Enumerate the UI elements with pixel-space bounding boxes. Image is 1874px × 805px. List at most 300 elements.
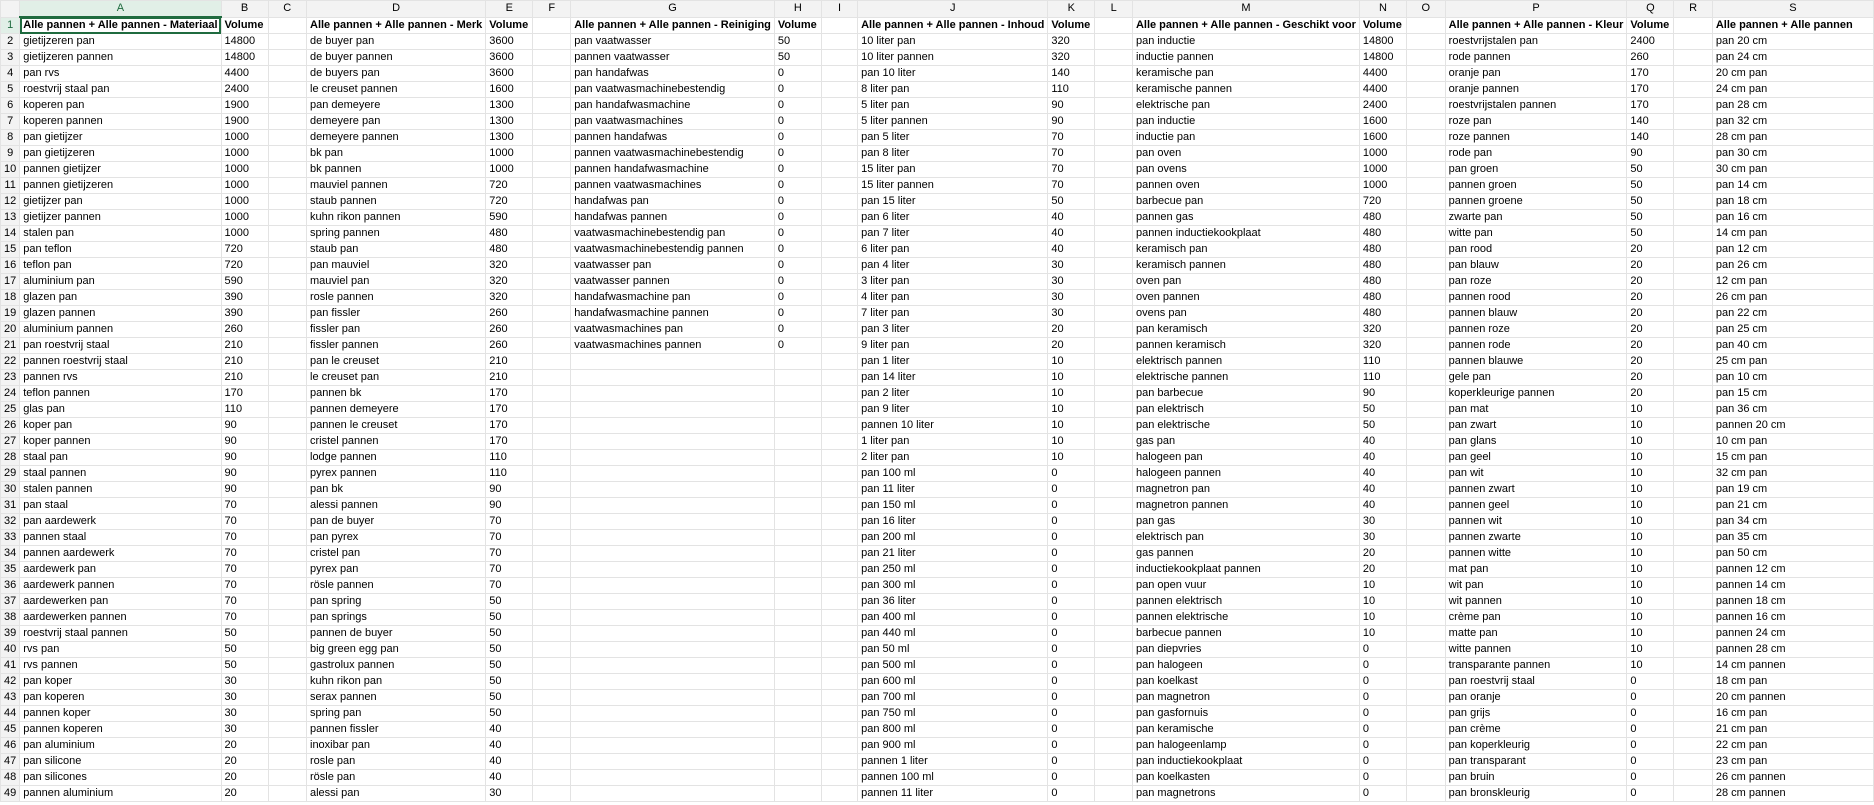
cell-a4[interactable]: pan rvs — [20, 66, 221, 82]
cell-m18[interactable]: oven pannen — [1132, 290, 1359, 306]
row-header[interactable]: 16 — [1, 258, 20, 274]
cell-o37[interactable] — [1406, 594, 1445, 610]
column-header-k[interactable]: K — [1048, 1, 1095, 18]
cell-f11[interactable] — [533, 178, 571, 194]
cell-k47[interactable]: 0 — [1048, 754, 1095, 770]
cell-k6[interactable]: 90 — [1048, 98, 1095, 114]
cell-n31[interactable]: 40 — [1359, 498, 1406, 514]
column-header-s[interactable]: S — [1712, 1, 1873, 18]
cell-p23[interactable]: gele pan — [1445, 370, 1627, 386]
cell-l29[interactable] — [1095, 466, 1133, 482]
cell-m44[interactable]: pan gasfornuis — [1132, 706, 1359, 722]
cell-n6[interactable]: 2400 — [1359, 98, 1406, 114]
cell-j49[interactable]: pannen 11 liter — [858, 786, 1048, 802]
cell-m38[interactable]: pannen elektrische — [1132, 610, 1359, 626]
cell-f17[interactable] — [533, 274, 571, 290]
cell-k12[interactable]: 50 — [1048, 194, 1095, 210]
cell-g33[interactable] — [571, 530, 775, 546]
cell-r22[interactable] — [1674, 354, 1712, 370]
cell-f32[interactable] — [533, 514, 571, 530]
cell-n46[interactable]: 0 — [1359, 738, 1406, 754]
cell-m12[interactable]: barbecue pan — [1132, 194, 1359, 210]
cell-d30[interactable]: pan bk — [307, 482, 486, 498]
cell-p37[interactable]: wit pannen — [1445, 594, 1627, 610]
cell-i17[interactable] — [821, 274, 857, 290]
cell-d47[interactable]: rosle pan — [307, 754, 486, 770]
cell-r14[interactable] — [1674, 226, 1712, 242]
cell-q3[interactable]: 260 — [1627, 50, 1674, 66]
cell-f16[interactable] — [533, 258, 571, 274]
cell-a20[interactable]: aluminium pannen — [20, 322, 221, 338]
cell-k49[interactable]: 0 — [1048, 786, 1095, 802]
cell-o23[interactable] — [1406, 370, 1445, 386]
row-header[interactable]: 35 — [1, 562, 20, 578]
cell-k3[interactable]: 320 — [1048, 50, 1095, 66]
column-header-q[interactable]: Q — [1627, 1, 1674, 18]
cell-o39[interactable] — [1406, 626, 1445, 642]
cell-q7[interactable]: 140 — [1627, 114, 1674, 130]
cell-j14[interactable]: pan 7 liter — [858, 226, 1048, 242]
row-header[interactable]: 39 — [1, 626, 20, 642]
cell-f18[interactable] — [533, 290, 571, 306]
row-header[interactable]: 30 — [1, 482, 20, 498]
cell-g46[interactable] — [571, 738, 775, 754]
cell-f38[interactable] — [533, 610, 571, 626]
cell-n2[interactable]: 14800 — [1359, 34, 1406, 50]
cell-l7[interactable] — [1095, 114, 1133, 130]
cell-h7[interactable]: 0 — [774, 114, 821, 130]
cell-m40[interactable]: pan diepvries — [1132, 642, 1359, 658]
cell-m11[interactable]: pannen oven — [1132, 178, 1359, 194]
cell-r27[interactable] — [1674, 434, 1712, 450]
cell-e46[interactable]: 40 — [486, 738, 533, 754]
cell-n12[interactable]: 720 — [1359, 194, 1406, 210]
cell-a30[interactable]: stalen pannen — [20, 482, 221, 498]
cell-n15[interactable]: 480 — [1359, 242, 1406, 258]
cell-s37[interactable]: pannen 18 cm — [1712, 594, 1873, 610]
cell-p36[interactable]: wit pan — [1445, 578, 1627, 594]
cell-q28[interactable]: 10 — [1627, 450, 1674, 466]
cell-f13[interactable] — [533, 210, 571, 226]
cell-n10[interactable]: 1000 — [1359, 162, 1406, 178]
cell-r41[interactable] — [1674, 658, 1712, 674]
row-header[interactable]: 3 — [1, 50, 20, 66]
cell-d20[interactable]: fissler pan — [307, 322, 486, 338]
cell-s36[interactable]: pannen 14 cm — [1712, 578, 1873, 594]
cell-b19[interactable]: 390 — [221, 306, 268, 322]
cell-q39[interactable]: 10 — [1627, 626, 1674, 642]
cell-i26[interactable] — [821, 418, 857, 434]
cell-h38[interactable] — [774, 610, 821, 626]
cell-f46[interactable] — [533, 738, 571, 754]
cell-g31[interactable] — [571, 498, 775, 514]
cell-n40[interactable]: 0 — [1359, 642, 1406, 658]
cell-e41[interactable]: 50 — [486, 658, 533, 674]
cell-s1[interactable]: Alle pannen + Alle pannen — [1712, 17, 1873, 34]
cell-e13[interactable]: 590 — [486, 210, 533, 226]
cell-d32[interactable]: pan de buyer — [307, 514, 486, 530]
cell-e4[interactable]: 3600 — [486, 66, 533, 82]
cell-p12[interactable]: pannen groene — [1445, 194, 1627, 210]
cell-g38[interactable] — [571, 610, 775, 626]
cell-m19[interactable]: ovens pan — [1132, 306, 1359, 322]
cell-l40[interactable] — [1095, 642, 1133, 658]
cell-j23[interactable]: pan 14 liter — [858, 370, 1048, 386]
cell-f39[interactable] — [533, 626, 571, 642]
cell-n44[interactable]: 0 — [1359, 706, 1406, 722]
row-header[interactable]: 5 — [1, 82, 20, 98]
row-header[interactable]: 47 — [1, 754, 20, 770]
cell-i34[interactable] — [821, 546, 857, 562]
cell-p45[interactable]: pan crème — [1445, 722, 1627, 738]
cell-a41[interactable]: rvs pannen — [20, 658, 221, 674]
cell-d34[interactable]: cristel pan — [307, 546, 486, 562]
cell-g44[interactable] — [571, 706, 775, 722]
cell-b37[interactable]: 70 — [221, 594, 268, 610]
cell-j31[interactable]: pan 150 ml — [858, 498, 1048, 514]
cell-q33[interactable]: 10 — [1627, 530, 1674, 546]
cell-k25[interactable]: 10 — [1048, 402, 1095, 418]
cell-j7[interactable]: 5 liter pannen — [858, 114, 1048, 130]
cell-i38[interactable] — [821, 610, 857, 626]
cell-b7[interactable]: 1900 — [221, 114, 268, 130]
cell-a48[interactable]: pan silicones — [20, 770, 221, 786]
cell-a3[interactable]: gietijzeren pannen — [20, 50, 221, 66]
cell-p9[interactable]: rode pan — [1445, 146, 1627, 162]
cell-m49[interactable]: pan magnetrons — [1132, 786, 1359, 802]
cell-d4[interactable]: de buyers pan — [307, 66, 486, 82]
cell-g45[interactable] — [571, 722, 775, 738]
cell-i21[interactable] — [821, 338, 857, 354]
cell-k1[interactable]: Volume — [1048, 17, 1095, 34]
cell-j5[interactable]: 8 liter pan — [858, 82, 1048, 98]
cell-g39[interactable] — [571, 626, 775, 642]
cell-q14[interactable]: 50 — [1627, 226, 1674, 242]
row-header[interactable]: 28 — [1, 450, 20, 466]
cell-d41[interactable]: gastrolux pannen — [307, 658, 486, 674]
cell-j11[interactable]: 15 liter pannen — [858, 178, 1048, 194]
cell-g42[interactable] — [571, 674, 775, 690]
cell-l21[interactable] — [1095, 338, 1133, 354]
cell-e20[interactable]: 260 — [486, 322, 533, 338]
cell-r40[interactable] — [1674, 642, 1712, 658]
cell-j47[interactable]: pannen 1 liter — [858, 754, 1048, 770]
cell-e9[interactable]: 1000 — [486, 146, 533, 162]
cell-j3[interactable]: 10 liter pannen — [858, 50, 1048, 66]
cell-c2[interactable] — [268, 34, 306, 50]
cell-j36[interactable]: pan 300 ml — [858, 578, 1048, 594]
cell-p41[interactable]: transparante pannen — [1445, 658, 1627, 674]
cell-g36[interactable] — [571, 578, 775, 594]
cell-j18[interactable]: 4 liter pan — [858, 290, 1048, 306]
cell-k40[interactable]: 0 — [1048, 642, 1095, 658]
cell-c11[interactable] — [268, 178, 306, 194]
cell-m20[interactable]: pan keramisch — [1132, 322, 1359, 338]
cell-a10[interactable]: pannen gietijzer — [20, 162, 221, 178]
cell-e38[interactable]: 50 — [486, 610, 533, 626]
cell-r15[interactable] — [1674, 242, 1712, 258]
cell-o21[interactable] — [1406, 338, 1445, 354]
cell-b23[interactable]: 210 — [221, 370, 268, 386]
cell-a36[interactable]: aardewerk pannen — [20, 578, 221, 594]
cell-f42[interactable] — [533, 674, 571, 690]
cell-d10[interactable]: bk pannen — [307, 162, 486, 178]
cell-m10[interactable]: pan ovens — [1132, 162, 1359, 178]
cell-e8[interactable]: 1300 — [486, 130, 533, 146]
cell-k44[interactable]: 0 — [1048, 706, 1095, 722]
cell-c14[interactable] — [268, 226, 306, 242]
cell-k23[interactable]: 10 — [1048, 370, 1095, 386]
cell-e28[interactable]: 110 — [486, 450, 533, 466]
cell-p1[interactable]: Alle pannen + Alle pannen - Kleur — [1445, 17, 1627, 34]
cell-d29[interactable]: pyrex pannen — [307, 466, 486, 482]
cell-j6[interactable]: 5 liter pan — [858, 98, 1048, 114]
cell-n5[interactable]: 4400 — [1359, 82, 1406, 98]
column-header-g[interactable]: G — [571, 1, 775, 18]
cell-e39[interactable]: 50 — [486, 626, 533, 642]
cell-a35[interactable]: aardewerk pan — [20, 562, 221, 578]
cell-p13[interactable]: zwarte pan — [1445, 210, 1627, 226]
cell-a38[interactable]: aardewerken pannen — [20, 610, 221, 626]
cell-c43[interactable] — [268, 690, 306, 706]
cell-o45[interactable] — [1406, 722, 1445, 738]
cell-d42[interactable]: kuhn rikon pan — [307, 674, 486, 690]
cell-o7[interactable] — [1406, 114, 1445, 130]
cell-g41[interactable] — [571, 658, 775, 674]
cell-r47[interactable] — [1674, 754, 1712, 770]
cell-q6[interactable]: 170 — [1627, 98, 1674, 114]
cell-b12[interactable]: 1000 — [221, 194, 268, 210]
cell-c29[interactable] — [268, 466, 306, 482]
cell-s2[interactable]: pan 20 cm — [1712, 34, 1873, 50]
cell-q38[interactable]: 10 — [1627, 610, 1674, 626]
column-header-p[interactable]: P — [1445, 1, 1627, 18]
cell-s28[interactable]: 15 cm pan — [1712, 450, 1873, 466]
cell-e11[interactable]: 720 — [486, 178, 533, 194]
cell-a2[interactable]: gietijzeren pan — [20, 34, 221, 50]
cell-o28[interactable] — [1406, 450, 1445, 466]
cell-b21[interactable]: 210 — [221, 338, 268, 354]
cell-r33[interactable] — [1674, 530, 1712, 546]
cell-f36[interactable] — [533, 578, 571, 594]
cell-e29[interactable]: 110 — [486, 466, 533, 482]
cell-g32[interactable] — [571, 514, 775, 530]
cell-h18[interactable]: 0 — [774, 290, 821, 306]
cell-o6[interactable] — [1406, 98, 1445, 114]
cell-g28[interactable] — [571, 450, 775, 466]
cell-g49[interactable] — [571, 786, 775, 802]
cell-q11[interactable]: 50 — [1627, 178, 1674, 194]
cell-h17[interactable]: 0 — [774, 274, 821, 290]
row-header[interactable]: 13 — [1, 210, 20, 226]
cell-e16[interactable]: 320 — [486, 258, 533, 274]
cell-p34[interactable]: pannen witte — [1445, 546, 1627, 562]
cell-r6[interactable] — [1674, 98, 1712, 114]
cell-r16[interactable] — [1674, 258, 1712, 274]
row-header[interactable]: 46 — [1, 738, 20, 754]
cell-h22[interactable] — [774, 354, 821, 370]
cell-g10[interactable]: pannen handafwasmachine — [571, 162, 775, 178]
cell-i32[interactable] — [821, 514, 857, 530]
cell-d44[interactable]: spring pan — [307, 706, 486, 722]
cell-e49[interactable]: 30 — [486, 786, 533, 802]
cell-p2[interactable]: roestvrijstalen pan — [1445, 34, 1627, 50]
cell-p4[interactable]: oranje pan — [1445, 66, 1627, 82]
cell-s11[interactable]: pan 14 cm — [1712, 178, 1873, 194]
cell-k45[interactable]: 0 — [1048, 722, 1095, 738]
cell-a12[interactable]: gietijzer pan — [20, 194, 221, 210]
cell-q22[interactable]: 20 — [1627, 354, 1674, 370]
cell-m33[interactable]: elektrisch pan — [1132, 530, 1359, 546]
cell-h44[interactable] — [774, 706, 821, 722]
cell-b16[interactable]: 720 — [221, 258, 268, 274]
cell-p30[interactable]: pannen zwart — [1445, 482, 1627, 498]
cell-h11[interactable]: 0 — [774, 178, 821, 194]
cell-p32[interactable]: pannen wit — [1445, 514, 1627, 530]
cell-n8[interactable]: 1600 — [1359, 130, 1406, 146]
cell-q49[interactable]: 0 — [1627, 786, 1674, 802]
cell-n17[interactable]: 480 — [1359, 274, 1406, 290]
cell-d6[interactable]: pan demeyere — [307, 98, 486, 114]
cell-l2[interactable] — [1095, 34, 1133, 50]
cell-o32[interactable] — [1406, 514, 1445, 530]
cell-j32[interactable]: pan 16 liter — [858, 514, 1048, 530]
cell-i35[interactable] — [821, 562, 857, 578]
cell-b11[interactable]: 1000 — [221, 178, 268, 194]
cell-q20[interactable]: 20 — [1627, 322, 1674, 338]
cell-n35[interactable]: 20 — [1359, 562, 1406, 578]
column-header-o[interactable]: O — [1406, 1, 1445, 18]
cell-k18[interactable]: 30 — [1048, 290, 1095, 306]
cell-i47[interactable] — [821, 754, 857, 770]
cell-c13[interactable] — [268, 210, 306, 226]
cell-l27[interactable] — [1095, 434, 1133, 450]
cell-o40[interactable] — [1406, 642, 1445, 658]
cell-k38[interactable]: 0 — [1048, 610, 1095, 626]
cell-c39[interactable] — [268, 626, 306, 642]
cell-r10[interactable] — [1674, 162, 1712, 178]
cell-p6[interactable]: roestvrijstalen pannen — [1445, 98, 1627, 114]
row-header[interactable]: 26 — [1, 418, 20, 434]
row-header[interactable]: 17 — [1, 274, 20, 290]
cell-c4[interactable] — [268, 66, 306, 82]
cell-c7[interactable] — [268, 114, 306, 130]
cell-f19[interactable] — [533, 306, 571, 322]
cell-q31[interactable]: 10 — [1627, 498, 1674, 514]
cell-e32[interactable]: 70 — [486, 514, 533, 530]
cell-i19[interactable] — [821, 306, 857, 322]
cell-q44[interactable]: 0 — [1627, 706, 1674, 722]
cell-e17[interactable]: 320 — [486, 274, 533, 290]
cell-h40[interactable] — [774, 642, 821, 658]
cell-h28[interactable] — [774, 450, 821, 466]
cell-g24[interactable] — [571, 386, 775, 402]
cell-b4[interactable]: 4400 — [221, 66, 268, 82]
row-header[interactable]: 15 — [1, 242, 20, 258]
cell-b28[interactable]: 90 — [221, 450, 268, 466]
cell-h39[interactable] — [774, 626, 821, 642]
cell-c37[interactable] — [268, 594, 306, 610]
cell-d31[interactable]: alessi pannen — [307, 498, 486, 514]
cell-s23[interactable]: pan 10 cm — [1712, 370, 1873, 386]
cell-s32[interactable]: pan 34 cm — [1712, 514, 1873, 530]
cell-l44[interactable] — [1095, 706, 1133, 722]
cell-q10[interactable]: 50 — [1627, 162, 1674, 178]
cell-s38[interactable]: pannen 16 cm — [1712, 610, 1873, 626]
cell-f37[interactable] — [533, 594, 571, 610]
cell-h41[interactable] — [774, 658, 821, 674]
cell-e1[interactable]: Volume — [486, 17, 533, 34]
cell-o35[interactable] — [1406, 562, 1445, 578]
cell-p27[interactable]: pan glans — [1445, 434, 1627, 450]
cell-k7[interactable]: 90 — [1048, 114, 1095, 130]
cell-h19[interactable]: 0 — [774, 306, 821, 322]
cell-i42[interactable] — [821, 674, 857, 690]
cell-j22[interactable]: pan 1 liter — [858, 354, 1048, 370]
cell-r7[interactable] — [1674, 114, 1712, 130]
cell-j26[interactable]: pannen 10 liter — [858, 418, 1048, 434]
cell-c20[interactable] — [268, 322, 306, 338]
cell-b45[interactable]: 30 — [221, 722, 268, 738]
cell-m26[interactable]: pan elektrische — [1132, 418, 1359, 434]
cell-l9[interactable] — [1095, 146, 1133, 162]
cell-h32[interactable] — [774, 514, 821, 530]
row-header[interactable]: 2 — [1, 34, 20, 50]
cell-i13[interactable] — [821, 210, 857, 226]
cell-g23[interactable] — [571, 370, 775, 386]
cell-e19[interactable]: 260 — [486, 306, 533, 322]
cell-l46[interactable] — [1095, 738, 1133, 754]
cell-s3[interactable]: pan 24 cm — [1712, 50, 1873, 66]
row-header[interactable]: 36 — [1, 578, 20, 594]
cell-l32[interactable] — [1095, 514, 1133, 530]
cell-k19[interactable]: 30 — [1048, 306, 1095, 322]
cell-a45[interactable]: pannen koperen — [20, 722, 221, 738]
cell-j12[interactable]: pan 15 liter — [858, 194, 1048, 210]
cell-a46[interactable]: pan aluminium — [20, 738, 221, 754]
cell-m28[interactable]: halogeen pan — [1132, 450, 1359, 466]
cell-s45[interactable]: 21 cm pan — [1712, 722, 1873, 738]
cell-i29[interactable] — [821, 466, 857, 482]
cell-p16[interactable]: pan blauw — [1445, 258, 1627, 274]
cell-i41[interactable] — [821, 658, 857, 674]
cell-e18[interactable]: 320 — [486, 290, 533, 306]
row-header[interactable]: 31 — [1, 498, 20, 514]
cell-g40[interactable] — [571, 642, 775, 658]
cell-m27[interactable]: gas pan — [1132, 434, 1359, 450]
cell-r20[interactable] — [1674, 322, 1712, 338]
cell-e7[interactable]: 1300 — [486, 114, 533, 130]
cell-n30[interactable]: 40 — [1359, 482, 1406, 498]
cell-c3[interactable] — [268, 50, 306, 66]
cell-d11[interactable]: mauviel pannen — [307, 178, 486, 194]
cell-q5[interactable]: 170 — [1627, 82, 1674, 98]
cell-e25[interactable]: 170 — [486, 402, 533, 418]
cell-r2[interactable] — [1674, 34, 1712, 50]
cell-j42[interactable]: pan 600 ml — [858, 674, 1048, 690]
cell-e31[interactable]: 90 — [486, 498, 533, 514]
cell-c22[interactable] — [268, 354, 306, 370]
cell-m43[interactable]: pan magnetron — [1132, 690, 1359, 706]
cell-r13[interactable] — [1674, 210, 1712, 226]
cell-p26[interactable]: pan zwart — [1445, 418, 1627, 434]
cell-l11[interactable] — [1095, 178, 1133, 194]
cell-k35[interactable]: 0 — [1048, 562, 1095, 578]
cell-h34[interactable] — [774, 546, 821, 562]
cell-o20[interactable] — [1406, 322, 1445, 338]
cell-d33[interactable]: pan pyrex — [307, 530, 486, 546]
cell-f27[interactable] — [533, 434, 571, 450]
